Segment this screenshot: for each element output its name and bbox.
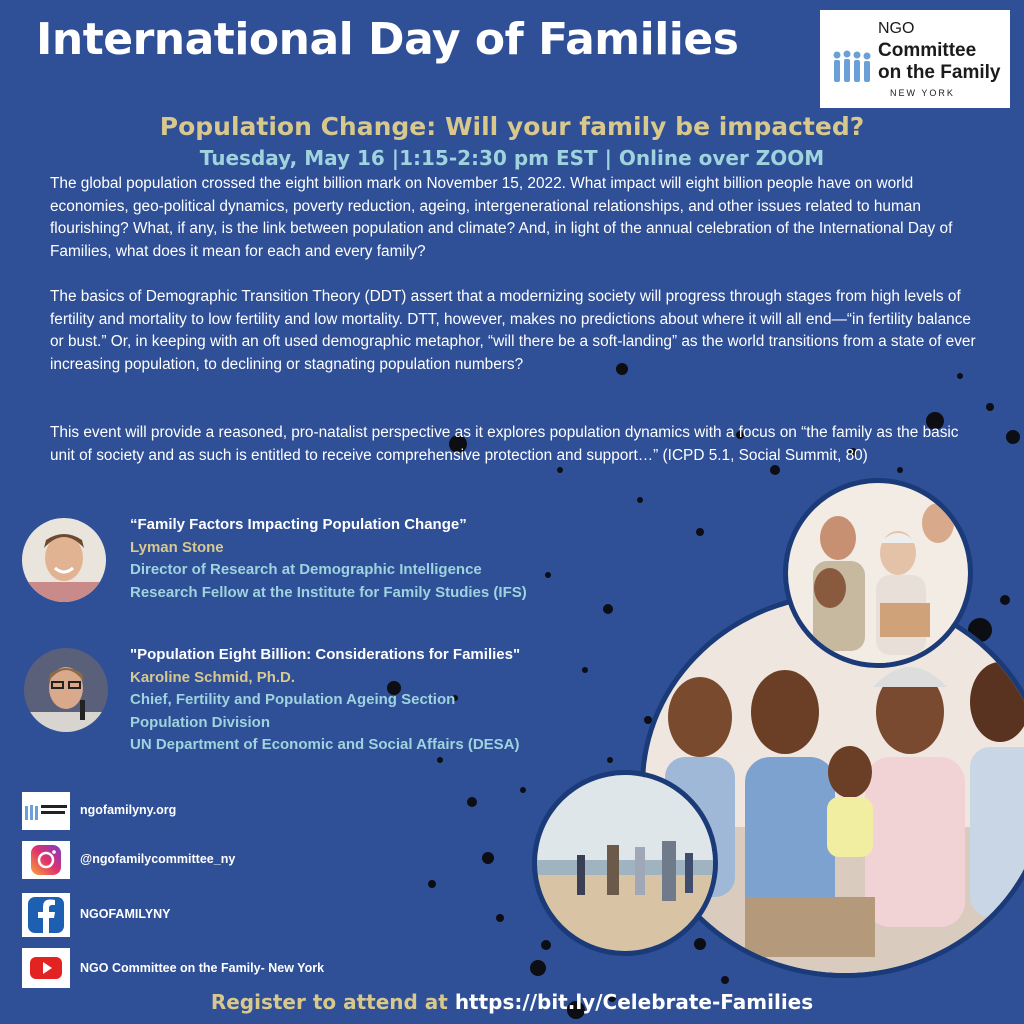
speaker-1-talk: “Family Factors Impacting Population Change” [130,516,467,533]
logo-city: NEW YORK [890,88,955,98]
speaker-2-role-3: UN Department of Economic and Social Affairs (DESA) [130,736,520,753]
speaker-2-talk: "Population Eight Billion: Considerations for Families" [130,646,521,663]
page-title: International Day of Families [36,14,739,65]
speaker-1-role-1: Director of Research at Demographic Intelligence [130,561,482,578]
logo-ngo: NGO [878,20,915,37]
intro-paragraph-1: The global population crossed the eight billion mark on November 15, 2022. What impact will eight billion people have on world economies, geo-political dynamics, poverty reduction, ageing, intergenerational relationships, and other issues related to human flourishing? What, if any, is the link between population and climate? And, in light of the annual celebration of the International Day of Families, what does it mean for each and every family? [50,175,953,260]
speaker-2-role-2: Population Division [130,713,271,731]
family-photo-top [783,478,973,668]
register-link[interactable]: https://bit.ly/Celebrate-Families [454,990,814,1014]
youtube-icon [22,948,70,988]
speaker-2-avatar [24,648,108,732]
family-photo-beach [532,770,718,956]
social-instagram-label[interactable]: @ngofamilycommittee_ny [80,852,236,866]
speaker-1 [130,514,527,604]
event-dateline: Tuesday, May 16 |1:15-2:30 pm EST | Online over ZOOM [199,146,825,170]
speaker-2-role-1: Chief, Fertility and Population Ageing Section [130,691,456,708]
logo-line1: Committee [878,40,977,61]
speaker-1-role-2: Research Fellow at the Institute for Family Studies (IFS) [130,583,527,601]
subtitle: Population Change: Will your family be impacted? [159,112,865,141]
social-website-label[interactable]: ngofamilyny.org [80,803,177,817]
speaker-2 [130,644,520,757]
ngo-logo-icon [22,792,70,830]
social-youtube-label[interactable]: NGO Committee on the Family- New York [80,961,325,975]
logo-line2: on the Family [878,62,1001,83]
social-facebook-label[interactable]: NGOFAMILYNY [80,907,171,921]
register-line [0,990,1024,1014]
family-figures-icon [832,50,876,86]
intro-paragraph-2: The basics of Demographic Transition Theory (DDT) assert that a modernizing society will progress through stages from high levels of fertility and mortality to low fertility and low mortality. DTT, however, makes no predictions about where it will all end—“in fertility balance or bust.” Or, in keeping with an oft used demographic metaphor, “will there be a soft-landing” as the world transitions from a state of ever increasing population, to declining or stagnating population numbers? [50,288,976,373]
speaker-2-name: Karoline Schmid, Ph.D. [130,668,296,686]
register-prefix: Register to attend at [210,990,448,1014]
speaker-1-avatar [22,518,106,602]
speaker-1-name: Lyman Stone [130,538,224,556]
instagram-icon [22,841,70,879]
ngo-logo [820,10,1010,108]
facebook-icon [22,893,70,937]
intro-paragraph-3: This event will provide a reasoned, pro-natalist perspective as it explores population dynamics with a focus on “the family as the basic unit of society and as such is entitled to receive comprehensive protection and support…” (ICPD 5.1, Social Summit, 80) [50,424,959,464]
